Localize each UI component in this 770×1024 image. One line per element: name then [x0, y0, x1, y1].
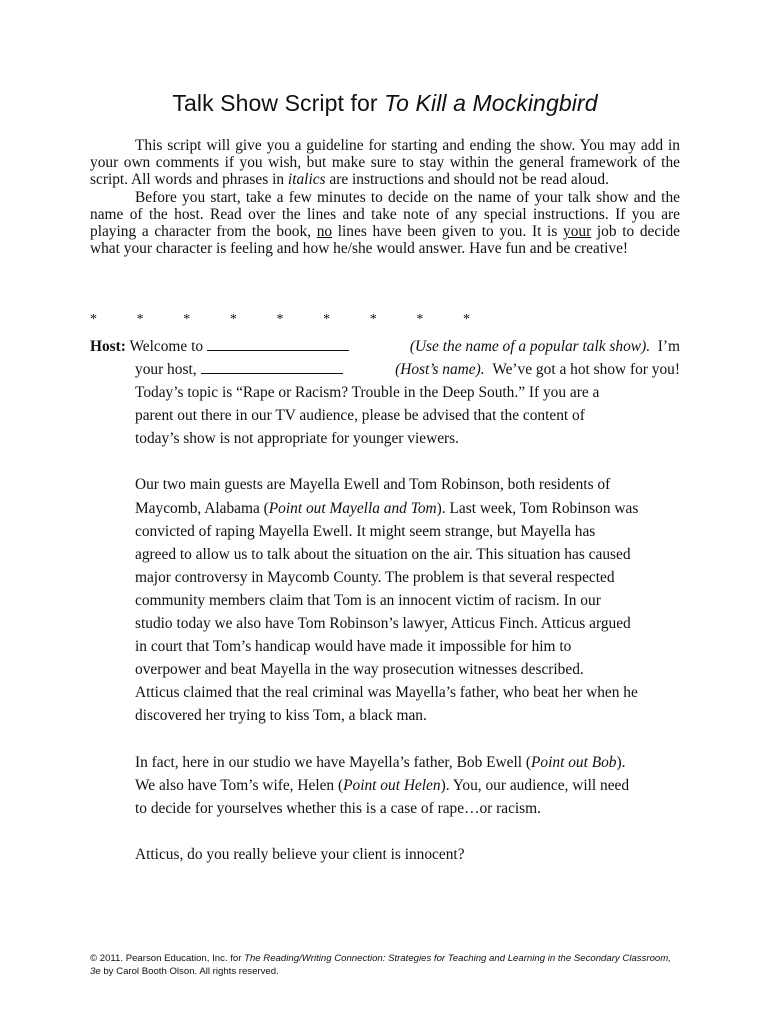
host-label: Host: — [90, 338, 126, 355]
footer-text-b: by Carol Booth Olson. All rights reserved. — [100, 965, 279, 977]
star: * — [136, 312, 144, 327]
script-line: major controversy in Maycomb County. The problem is that several respected — [135, 568, 615, 586]
script-line-3: Today’s topic is “Rape or Racism? Trouble in the Deep South.” If you are a — [135, 384, 600, 402]
script-paragraph-2 — [90, 473, 680, 727]
copyright-footer — [90, 953, 680, 978]
script-line: Our two main guests are Mayella Ewell and Tom Robinson, both residents of — [135, 476, 611, 494]
intro-p2-text-b: lines have been given to you. It is — [332, 223, 563, 241]
p3-line-2-text-b: ). You, our audience, will need — [440, 776, 630, 794]
star-divider — [90, 312, 470, 328]
intro-p2-text-c: job to decide what your character is feeling and how he/she would answer. Have fun and be creative! — [90, 223, 681, 258]
intro-paragraph-1 — [90, 137, 680, 189]
script-line-4: parent out there in our TV audience, please be advised that the content of — [135, 407, 585, 425]
star: * — [229, 312, 237, 327]
host-line-2-instruction: (Host’s name). — [395, 361, 485, 379]
page-title — [0, 90, 770, 117]
intro-p2-underline-your: your — [563, 223, 592, 241]
script-line — [90, 404, 680, 427]
script-section — [90, 335, 680, 866]
script-line: agreed to allow us to talk about the situation on the air. This situation has caused — [135, 545, 631, 563]
intro-paragraph-2 — [90, 189, 680, 258]
p2-line-2-instruction: Point out Mayella and Tom — [268, 499, 437, 517]
p2-line-2-text-a: Maycomb, Alabama ( — [135, 499, 269, 517]
script-line: in court that Tom’s handicap would have made it impossible for him to — [135, 638, 572, 656]
spacer — [90, 728, 680, 751]
host-line-2-text: your host, — [135, 361, 197, 379]
spacer — [90, 450, 680, 473]
script-line — [135, 751, 680, 774]
host-name-blank[interactable] — [201, 359, 343, 374]
star: * — [276, 312, 284, 327]
script-paragraph-4 — [90, 843, 680, 866]
script-line — [135, 497, 680, 520]
p3-line-1-text-b: ). — [616, 753, 626, 771]
host-line-1-lead — [90, 335, 355, 358]
host-line-1-tail — [410, 335, 680, 358]
spacer — [90, 820, 680, 843]
script-paragraph-3 — [90, 751, 680, 820]
intro-p2-underline-no: no — [316, 223, 333, 241]
script-line-5: today’s show is not appropriate for younger viewers. — [135, 430, 459, 448]
title-book-name: To Kill a Mockingbird — [384, 90, 598, 116]
script-line: discovered her trying to kiss Tom, a black man. — [135, 707, 427, 725]
host-line-1-end: I’m — [657, 338, 680, 355]
title-prefix: Talk Show Script for — [172, 90, 385, 116]
intro-p1-italic: italics — [287, 171, 326, 189]
p3-line-1-instruction: Point out Bob — [531, 753, 617, 771]
footer-book-title: The Reading/Writing Connection: Strategies for Teaching and Learning in the Secondary Classroom, 3e — [90, 953, 671, 977]
footer-text-a: © 2011. Pearson Education, Inc. for — [90, 953, 245, 964]
star: * — [90, 312, 97, 327]
script-line: Atticus, do you really believe your client is innocent? — [135, 845, 465, 863]
host-line-1-text: Welcome to — [129, 338, 204, 355]
p2-line-2-text-b: ). Last week, Tom Robinson was — [436, 499, 639, 517]
script-line — [90, 358, 680, 381]
p3-line-2-text-a: We also have Tom’s wife, Helen ( — [135, 776, 344, 794]
script-line — [90, 381, 680, 404]
star: * — [369, 312, 377, 327]
script-line — [90, 427, 680, 450]
star: * — [323, 312, 331, 327]
script-line — [135, 774, 680, 797]
star: * — [416, 312, 424, 327]
script-line: to decide for yourselves whether this is a case of rape…or racism. — [135, 799, 541, 817]
script-line: community members claim that Tom is an innocent victim of racism. In our — [135, 591, 601, 609]
host-line-2-tail — [395, 358, 680, 381]
star: * — [463, 312, 470, 327]
script-line: convicted of raping Mayella Ewell. It might seem strange, but Mayella has — [135, 522, 596, 540]
intro-section — [90, 137, 680, 257]
host-line-2-lead — [135, 358, 349, 381]
intro-p2-text-a: Before you start, take a few minutes to decide on the name of your talk show and the name of the host. Read over the lines and take note of any special instructions. If you are playing a character from the book, — [90, 188, 680, 241]
host-line-2-end: We’ve got a hot show for you! — [492, 361, 680, 379]
script-line: overpower and beat Mayella in the way prosecution witnesses described. — [135, 661, 584, 679]
script-line: studio today we also have Tom Robinson’s lawyer, Atticus Finch. Atticus argued — [135, 615, 631, 633]
script-line: Atticus claimed that the real criminal was Mayella’s father, who beat her when he — [135, 684, 638, 702]
p3-line-2-instruction: Point out Helen — [343, 776, 441, 794]
p3-line-1-text-a: In fact, here in our studio we have Mayella’s father, Bob Ewell ( — [135, 753, 531, 771]
intro-p1-text-a: This script will give you a guideline for starting and ending the show. You may add in your own comments if you wish, but make sure to stay within the general framework of the script. All words and phrases in — [90, 137, 680, 189]
show-name-blank[interactable] — [207, 336, 349, 351]
host-line-1-instruction: (Use the name of a popular talk show). — [409, 338, 651, 355]
star: * — [183, 312, 191, 327]
intro-p1-text-b: are instructions and should not be read aloud. — [325, 171, 609, 189]
script-line — [90, 335, 680, 358]
